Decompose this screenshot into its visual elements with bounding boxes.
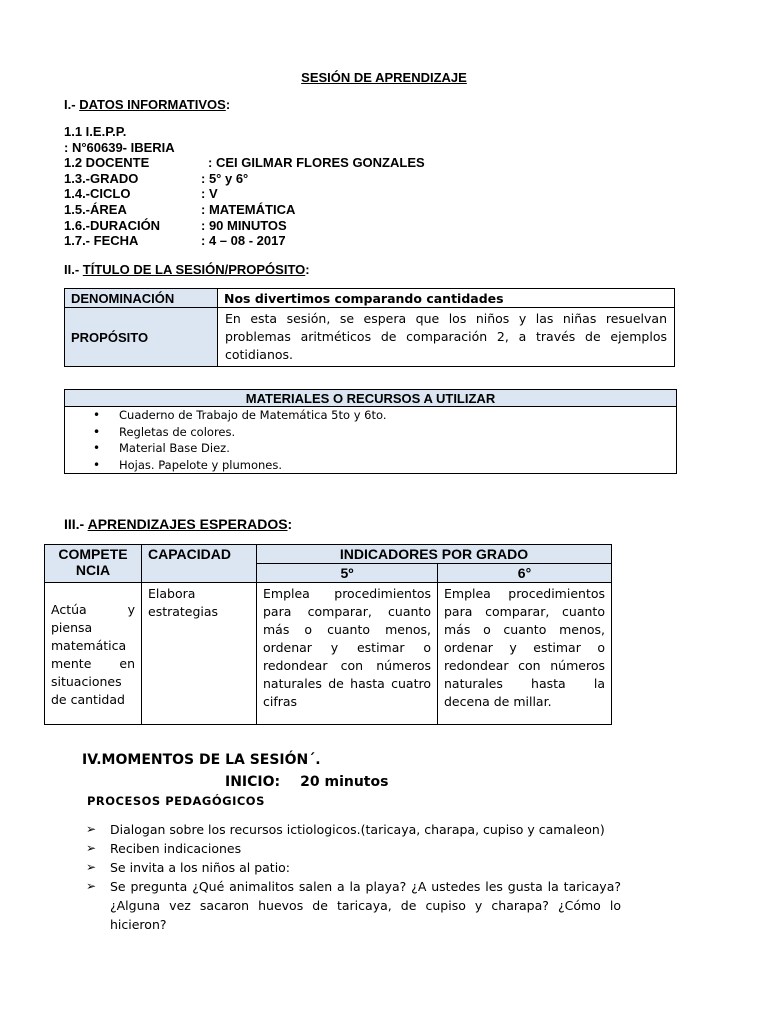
indicadores-header: INDICADORES POR GRADO [257, 545, 612, 564]
list-item: • Regletas de colores. [89, 424, 676, 441]
capacidad-cell: Elabora estrategias [142, 583, 257, 725]
materials-table [64, 389, 677, 474]
indicator-6-cell: Emplea procedimientos para comparar, cuanto más o cuanto menos, ordenar y estimar o redondear con números naturales hasta la decena de millar. [438, 583, 612, 725]
section-titulo-sesion: II.- TÍTULO DE LA SESIÓN/PROPÓSITO: [64, 262, 310, 277]
denominacion-value: Nos divertimos comparando cantidades [218, 289, 675, 308]
proposito-value: En esta sesión, se espera que los niños y las niñas resuelvan problemas aritméticos de comparación 2, a través de ejemplos cotidianos. [218, 308, 675, 367]
section-datos-informativos: I.- DATOS INFORMATIVOS: [64, 97, 231, 112]
list-item: • Cuaderno de Trabajo de Matemática 5to y 6to. [89, 407, 676, 424]
section-aprendizajes: III.- APRENDIZAJES ESPERADOS: [64, 516, 293, 532]
list-item: ➢ Dialogan sobre los recursos ictiologicos.(taricaya, charapa, cupiso y camaleon) [86, 820, 621, 839]
learning-table [44, 544, 612, 725]
grade-5-header: 5º [257, 564, 438, 583]
list-item: ➢ Reciben indicaciones [86, 839, 621, 858]
inicio-heading: INICIO: 20 minutos [225, 774, 389, 790]
steps-list [86, 820, 621, 934]
session-title-table [64, 288, 675, 367]
competencia-header: COMPETE NCIA [45, 545, 142, 583]
document-title: SESIÓN DE APRENDIZAJE [301, 70, 467, 85]
procesos-heading: PROCESOS PEDAGÓGICOS [87, 794, 265, 808]
indicator-5-cell: Emplea procedimientos para comparar, cuanto más o cuanto menos, ordenar y estimar o redondear con números naturales de hasta cuatro cifras [257, 583, 438, 725]
list-item: ➢ Se pregunta ¿Qué animalitos salen a la playa? ¿A ustedes les gusta la taricaya? ¿Alguna vez sacaron huevos de taricaya, de cupiso y charapa? ¿Cómo lo hicieron? [86, 877, 621, 934]
competencia-cell: Actúa y piensa matemática mente en situaciones de cantidad [45, 583, 142, 725]
materials-list [65, 407, 676, 473]
list-item: • Material Base Diez. [89, 440, 676, 457]
section-momentos: IV.MOMENTOS DE LA SESIÓN´. [82, 752, 321, 768]
materials-header: MATERIALES O RECURSOS A UTILIZAR [65, 390, 677, 407]
list-item: • Hojas. Papelote y plumones. [89, 457, 676, 474]
capacidad-header: CAPACIDAD [142, 545, 257, 583]
denominacion-label: DENOMINACIÓN [65, 289, 218, 308]
list-item: ➢ Se invita a los niños al patio: [86, 858, 621, 877]
proposito-label: PROPÓSITO [65, 308, 218, 367]
grade-6-header: 6° [438, 564, 612, 583]
